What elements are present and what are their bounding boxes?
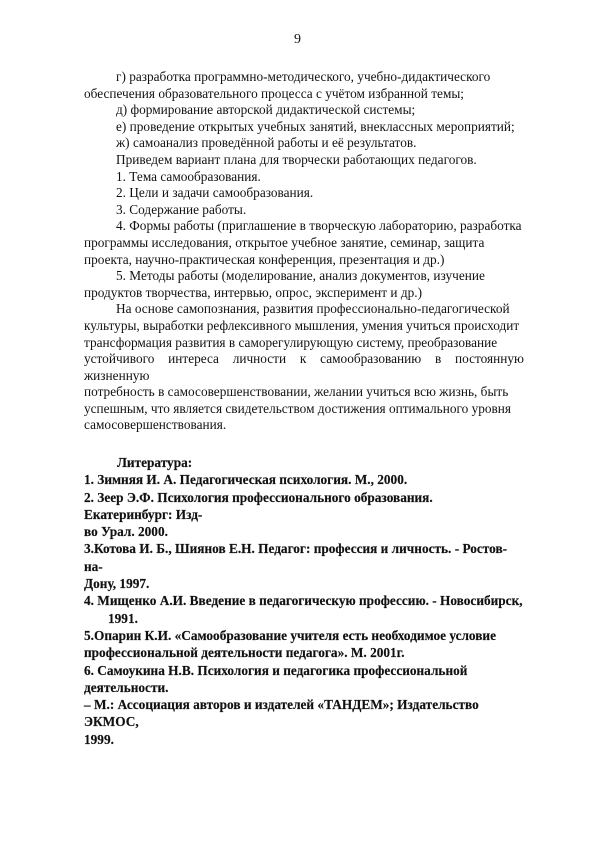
paragraph-conclusion-cont xyxy=(84,351,524,384)
reference-line: 3.Котова И. Б., Шиянов Е.Н. Педагог: профессия и личность. - Ростов-на- xyxy=(84,541,508,574)
reference-line: 5.Опарин К.И. «Самообразование учителя есть необходимое условие xyxy=(84,627,496,643)
reference-line: профессиональной деятельности педагога». М. 2001г. xyxy=(84,645,405,661)
page-number: 9 xyxy=(294,32,301,47)
reference-item xyxy=(84,471,524,488)
paragraph-conclusion xyxy=(84,301,524,318)
text-line: г) разработка программно-методического, учебно-дидактического xyxy=(116,69,491,84)
plan-item-4 xyxy=(84,218,524,235)
text-line: программы исследования, открытое учебное занятие, семинар, защита xyxy=(84,234,485,250)
paragraph-conclusion-cont xyxy=(84,401,524,418)
text-line: 2. Цели и задачи самообразования. xyxy=(116,185,314,201)
text-line: трансформация развития в саморегулирующую систему, преобразование xyxy=(84,334,498,350)
paragraph-conclusion-cont xyxy=(84,318,524,335)
text-line: культуры, выработки рефлексивного мышления, умения учиться происходит xyxy=(84,317,520,333)
text-line: 4. Формы работы (приглашение в творческую лабораторию, разработка xyxy=(116,218,522,234)
references-heading: Литература: xyxy=(117,455,193,470)
text-line: самосовершенствования. xyxy=(84,417,227,433)
text-line: е) проведение открытых учебных занятий, внеклассных мероприятий; xyxy=(116,118,515,134)
reference-line: во Урал. 2000. xyxy=(84,524,168,540)
paragraph-item-zh xyxy=(84,135,524,152)
paragraph-conclusion-cont xyxy=(84,417,524,434)
reference-item xyxy=(84,627,524,662)
text-line: На основе самопознания, развития профессионально-педагогической xyxy=(116,301,510,317)
paragraph-conclusion-cont xyxy=(84,335,524,352)
paragraph-item-g xyxy=(84,69,524,86)
text-line: устойчивого интереса личности к самообразованию в постоянную жизненную xyxy=(84,351,524,383)
plan-item-4-cont xyxy=(84,235,524,252)
plan-item-2 xyxy=(84,185,524,202)
reference-line: 6. Самоукина Н.В. Психология и педагогика профессиональной деятельности. xyxy=(84,662,468,695)
paragraph-plan-intro xyxy=(84,152,524,169)
reference-line: 2. Зеер Э.Ф. Психология профессионального образования. Екатеринбург: Изд- xyxy=(84,489,433,522)
references-list xyxy=(84,471,524,748)
plan-item-1 xyxy=(84,169,524,186)
reference-item xyxy=(84,489,524,541)
text-line: д) формирование авторской дидактической системы; xyxy=(116,102,416,118)
plan-item-5-cont xyxy=(84,285,524,302)
text-line: ж) самоанализ проведённой работы и её результатов. xyxy=(116,135,417,151)
reference-line: 4. Мищенко А.И. Введение в педагогическую профессию. - Новосибирск, xyxy=(84,593,523,609)
paragraph-conclusion-cont xyxy=(84,384,524,401)
text-line: 1. Тема самообразования. xyxy=(116,168,261,184)
text-line: продуктов творчества, интервью, опрос, эксперимент и др.) xyxy=(84,284,423,300)
paragraph-item-e xyxy=(84,119,524,136)
reference-line: 1999. xyxy=(84,731,114,747)
paragraph-item-g-cont xyxy=(84,86,524,103)
plan-item-4-cont xyxy=(84,252,524,269)
text-line: обеспечения образовательного процесса с учётом избранной темы; xyxy=(84,85,464,101)
text-line: 3. Содержание работы. xyxy=(116,201,247,217)
body-text xyxy=(84,69,524,434)
reference-line: 1. Зимняя И. А. Педагогическая психология. М., 2000. xyxy=(84,472,408,488)
reference-item xyxy=(84,592,524,627)
text-line: 5. Методы работы (моделирование, анализ документов, изучение xyxy=(116,268,485,284)
reference-line: Дону, 1997. xyxy=(84,576,150,592)
text-line: проекта, научно-практическая конференция, презентация и др.) xyxy=(84,251,445,267)
paragraph-item-d xyxy=(84,102,524,119)
plan-item-3 xyxy=(84,202,524,219)
references-section xyxy=(84,454,524,748)
text-line: успешным, что является свидетельством достижения оптимального уровня xyxy=(84,400,512,416)
text-line: Приведем вариант плана для творчески работающих педагогов. xyxy=(116,151,477,167)
reference-item xyxy=(84,540,524,592)
reference-line: – М.: Ассоциация авторов и издателей «ТАНДЕМ»; Издательство ЭКМОС, xyxy=(84,697,479,730)
reference-line: 1991. xyxy=(108,610,138,626)
text-line: потребность в самосовершенствовании, желании учиться всю жизнь, быть xyxy=(84,384,509,400)
reference-item xyxy=(84,662,524,748)
plan-item-5 xyxy=(84,268,524,285)
